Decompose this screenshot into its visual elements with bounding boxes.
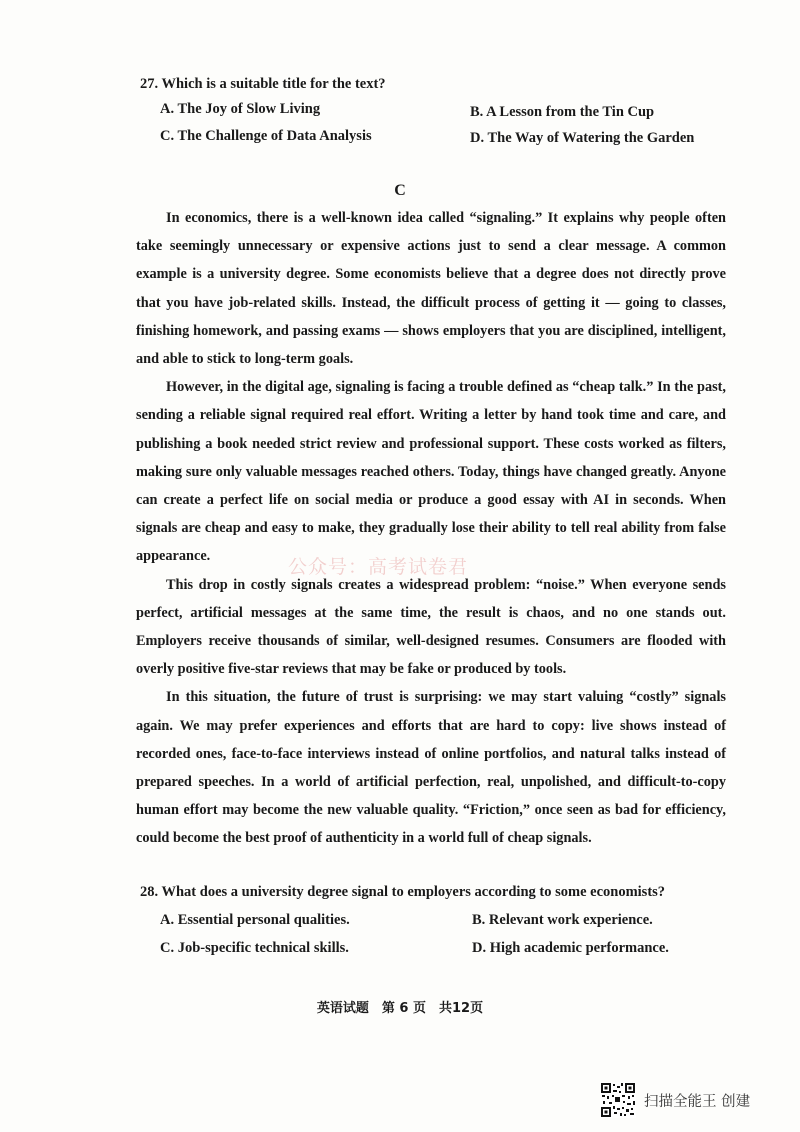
question-28-option-a: A. Essential personal qualities.: [160, 912, 350, 928]
page-footer: 英语试题 第 6 页 共12页: [316, 1001, 484, 1016]
question-28-option-c: C. Job-specific technical skills.: [160, 940, 349, 956]
question-28-stem: 28. What does a university degree signal to employers according to some economists?: [140, 884, 666, 900]
passage-paragraph-4: In this situation, the future of trust is surprising: we may start valuing “costly” signals again. We may prefer experiences and efforts that are hard to copy: live shows instead of recorded ones, face-to-face interviews instead of online portfolios, and natural talks instead of prepared speeches. In a world of artificial perfection, real, unpolished, and difficult-to-copy human effort may become the new valuable quality. “Friction,” once seen as bad for efficiency, could become the best proof of authenticity in a world full of cheap signals.: [136, 689, 726, 847]
question-27-option-a: A. The Joy of Slow Living: [160, 101, 321, 117]
watermark-text: 公众号：高考试卷君: [288, 556, 469, 578]
passage-paragraph-2: However, in the digital age, signaling is facing a trouble defined as “cheap talk.” In the past, sending a reliable signal required real effort. Writing a letter by hand took time and care, and publishing a book needed strict review and professional support. These costs worked as filters, making sure only valuable messages reached others. Today, things have changed greatly. Anyone can create a perfect life on social media or produce a good essay with AI in seconds. When signals are cheap and easy to make, they gradually lose their ability to tell real ability from false appearance.: [136, 379, 726, 565]
question-28-option-d: D. High academic performance.: [472, 940, 669, 956]
question-28-option-b: B. Relevant work experience.: [472, 912, 653, 928]
passage-paragraph-1: In economics, there is a well-known idea called “signaling.” It explains why people often take seemingly unnecessary or expensive actions just to send a clear message. A common example is a university degree. Some economists believe that a degree does not directly prove that you have job-related skills. Instead, the difficult process of getting it — going to classes, finishing homework, and passing exams — shows employers that you are disciplined, intelligent, and able to stick to long-term goals.: [136, 210, 726, 368]
question-27-stem: 27. Which is a suitable title for the text?: [140, 76, 386, 92]
reading-passage: [136, 204, 726, 853]
section-letter: C: [394, 182, 406, 199]
passage-paragraph-3: This drop in costly signals creates a widespread problem: “noise.” When everyone sends perfect, artificial messages at the same time, the result is chaos, and no one stands out. Employers receive thousands of similar, well-designed resumes. Consumers are flooded with overly positive five-star reviews that may be fake or produced by tools.: [136, 576, 726, 678]
question-27-option-b: B. A Lesson from the Tin Cup: [470, 104, 655, 120]
scanner-app-caption: 扫描全能王 创建: [644, 1094, 751, 1110]
qr-code-icon: [600, 1082, 636, 1118]
question-27-option-d: D. The Way of Watering the Garden: [470, 130, 695, 146]
question-27-option-c: C. The Challenge of Data Analysis: [160, 128, 372, 144]
